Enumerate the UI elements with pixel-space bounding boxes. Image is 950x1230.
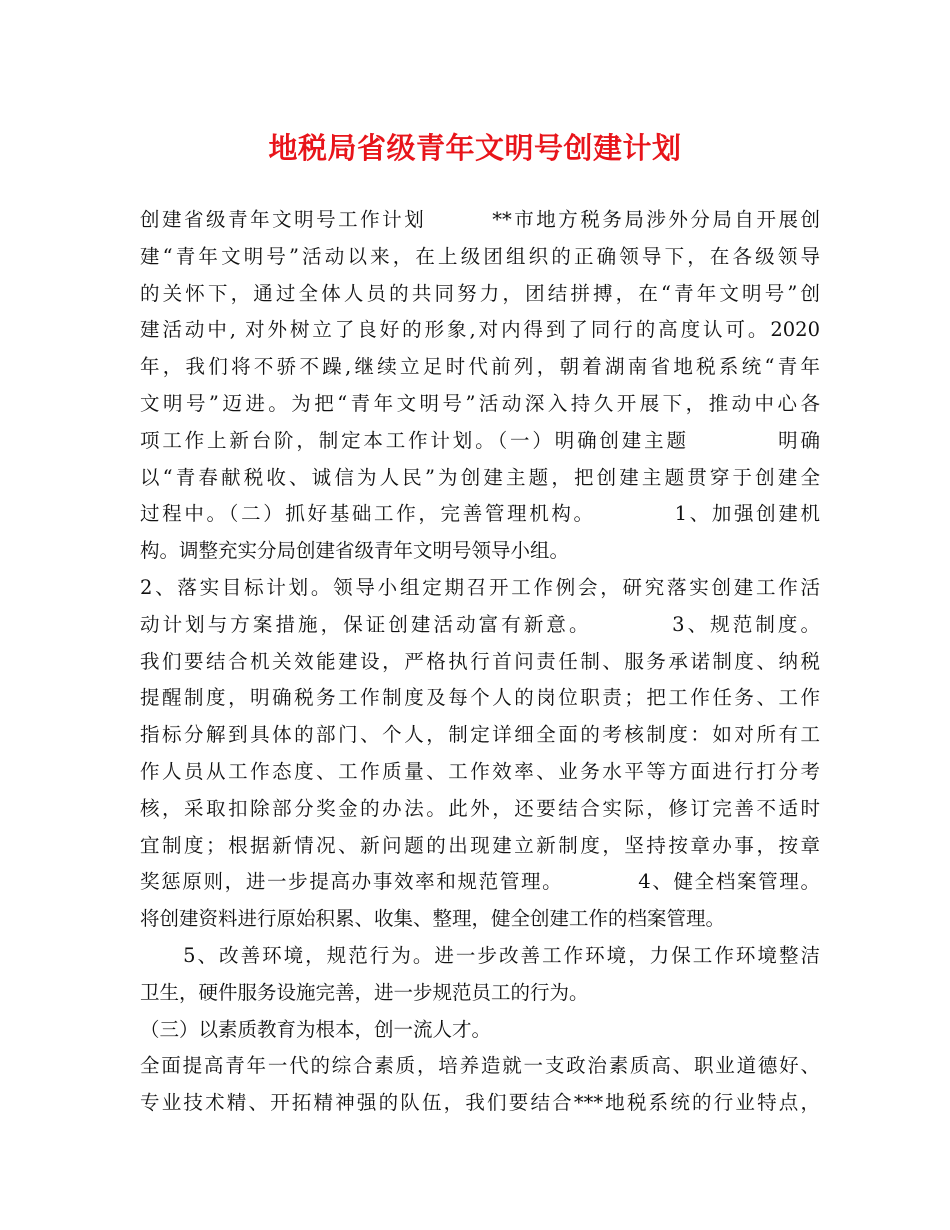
body-line: 作人员从工作态度、工作质量、工作效率、业务水平等方面进行打分考 xyxy=(140,759,820,783)
body-line: （三）以素质教育为根本，创一流人才。 xyxy=(140,1017,492,1041)
document-body xyxy=(140,202,820,1122)
body-line: 奖惩原则，进一步提高办事效率和规范管理。 4、健全档案管理。 xyxy=(140,870,820,894)
body-line: 动计划与方案措施，保证创建活动富有新意。 3、规范制度。 xyxy=(140,612,820,636)
body-line: 专业技术精、开拓精神强的队伍，我们要结合***地税系统的行业特点， xyxy=(140,1091,820,1115)
body-line: 我们要结合机关效能建设，严格执行首问责任制、服务承诺制度、纳税 xyxy=(140,649,820,673)
body-line: 5、改善环境，规范行为。进一步改善工作环境，力保工作环境整洁 xyxy=(140,943,820,967)
body-line: 过程中。（二）抓好基础工作，完善管理机构。 1、加强创建机 xyxy=(140,502,820,526)
body-line: 项工作上新台阶，制定本工作计划。（一）明确创建主题 明确 xyxy=(140,428,820,452)
body-line: 将创建资料进行原始积累、收集、整理，健全创建工作的档案管理。 xyxy=(140,907,726,931)
body-line: 全面提高青年一代的综合素质，培养造就一支政治素质高、职业道德好、 xyxy=(140,1054,820,1078)
body-line: 2、落实目标计划。领导小组定期召开工作例会，研究落实创建工作活 xyxy=(140,575,820,599)
body-line: 卫生，硬件服务设施完善，进一步规范员工的行为。 xyxy=(140,980,589,1004)
body-line: 文明号”迈进。为把“青年文明号”活动深入持久开展下，推动中心各 xyxy=(140,391,820,415)
body-line: 创建省级青年文明号工作计划 **市地方税务局涉外分局自开展创 xyxy=(140,208,820,231)
body-line: 核，采取扣除部分奖金的办法。此外，还要结合实际，修订完善不适时 xyxy=(140,796,820,820)
body-line: 构。调整充实分局创建省级青年文明号领导小组。 xyxy=(140,539,570,563)
body-line: 建“青年文明号”活动以来，在上级团组织的正确领导下，在各级领导 xyxy=(140,244,820,268)
body-line: 的关怀下，通过全体人员的共同努力，团结拼搏，在“青年文明号”创 xyxy=(140,281,820,305)
body-line: 建活动中, 对外树立了良好的形象,对内得到了同行的高度认可。2020 xyxy=(140,318,820,342)
body-line: 年，我们将不骄不躁,继续立足时代前列，朝着湖南省地税系统“青年 xyxy=(140,355,820,379)
body-line: 提醒制度，明确税务工作制度及每个人的岗位职责；把工作任务、工作 xyxy=(140,686,820,710)
body-line: 以“青春献税收、诚信为人民”为创建主题，把创建主题贯穿于创建全 xyxy=(140,465,820,489)
body-line: 指标分解到具体的部门、个人，制定详细全面的考核制度：如对所有工 xyxy=(140,723,820,747)
body-line: 宜制度；根据新情况、新问题的出现建立新制度，坚持按章办事，按章 xyxy=(140,833,820,857)
document-title: 地税局省级青年文明号创建计划 xyxy=(268,131,682,165)
